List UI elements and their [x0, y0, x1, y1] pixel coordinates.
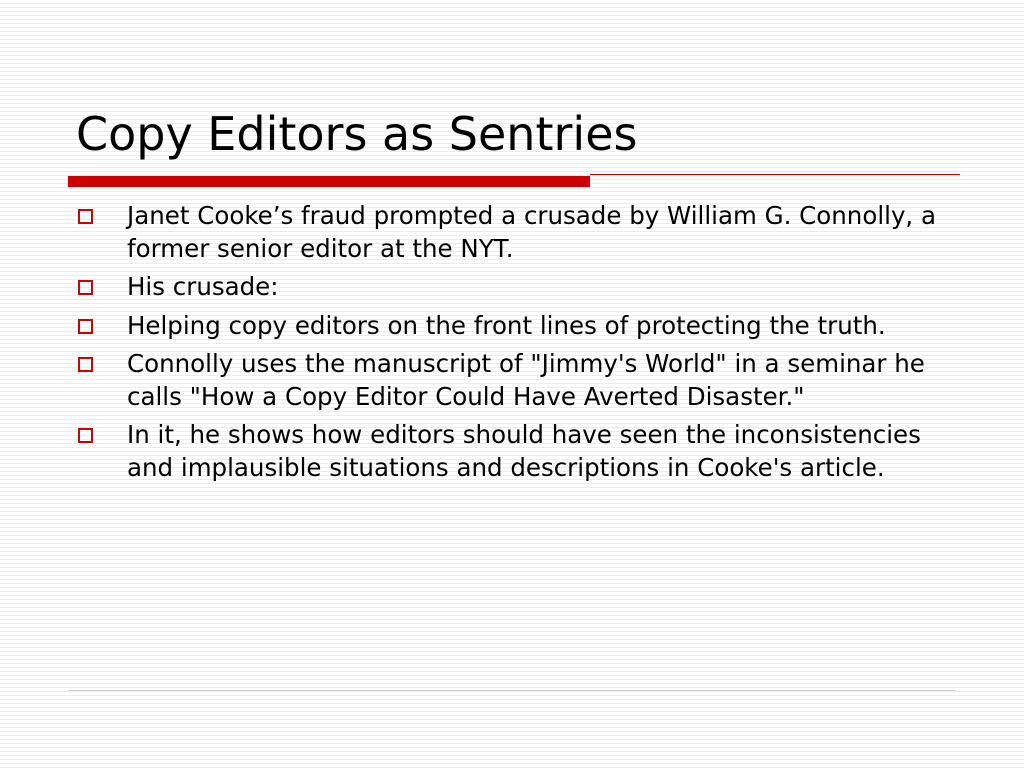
footer-divider [68, 690, 956, 691]
title-underline-thin [590, 174, 960, 175]
slide-title: Copy Editors as Sentries [76, 107, 638, 161]
bullet-item [76, 348, 956, 413]
bullet-item [76, 271, 956, 304]
bullet-text: His crusade: [127, 272, 279, 301]
hollow-square-bullet-icon [78, 319, 93, 334]
hollow-square-bullet-icon [78, 280, 93, 295]
bullet-text: In it, he shows how editors should have seen the inconsistencies and implausible situations and descriptions in Cooke's article. [127, 420, 921, 482]
hollow-square-bullet-icon [78, 428, 93, 443]
hollow-square-bullet-icon [78, 357, 93, 372]
title-underline-thick [68, 176, 590, 187]
bullet-text: Janet Cooke’s fraud prompted a crusade by William G. Connolly, a former senior editor at the NYT. [127, 201, 937, 263]
bullet-text: Helping copy editors on the front lines of protecting the truth. [127, 310, 886, 340]
bullet-item [76, 419, 956, 484]
bullet-text: Connolly uses the manuscript of "Jimmy's World" in a seminar he calls "How a Copy Editor Could Have Averted Disaster." [127, 349, 925, 411]
bullet-item [76, 200, 956, 265]
hollow-square-bullet-icon [78, 209, 93, 224]
bullet-item [76, 310, 956, 343]
bullet-list [76, 200, 956, 490]
